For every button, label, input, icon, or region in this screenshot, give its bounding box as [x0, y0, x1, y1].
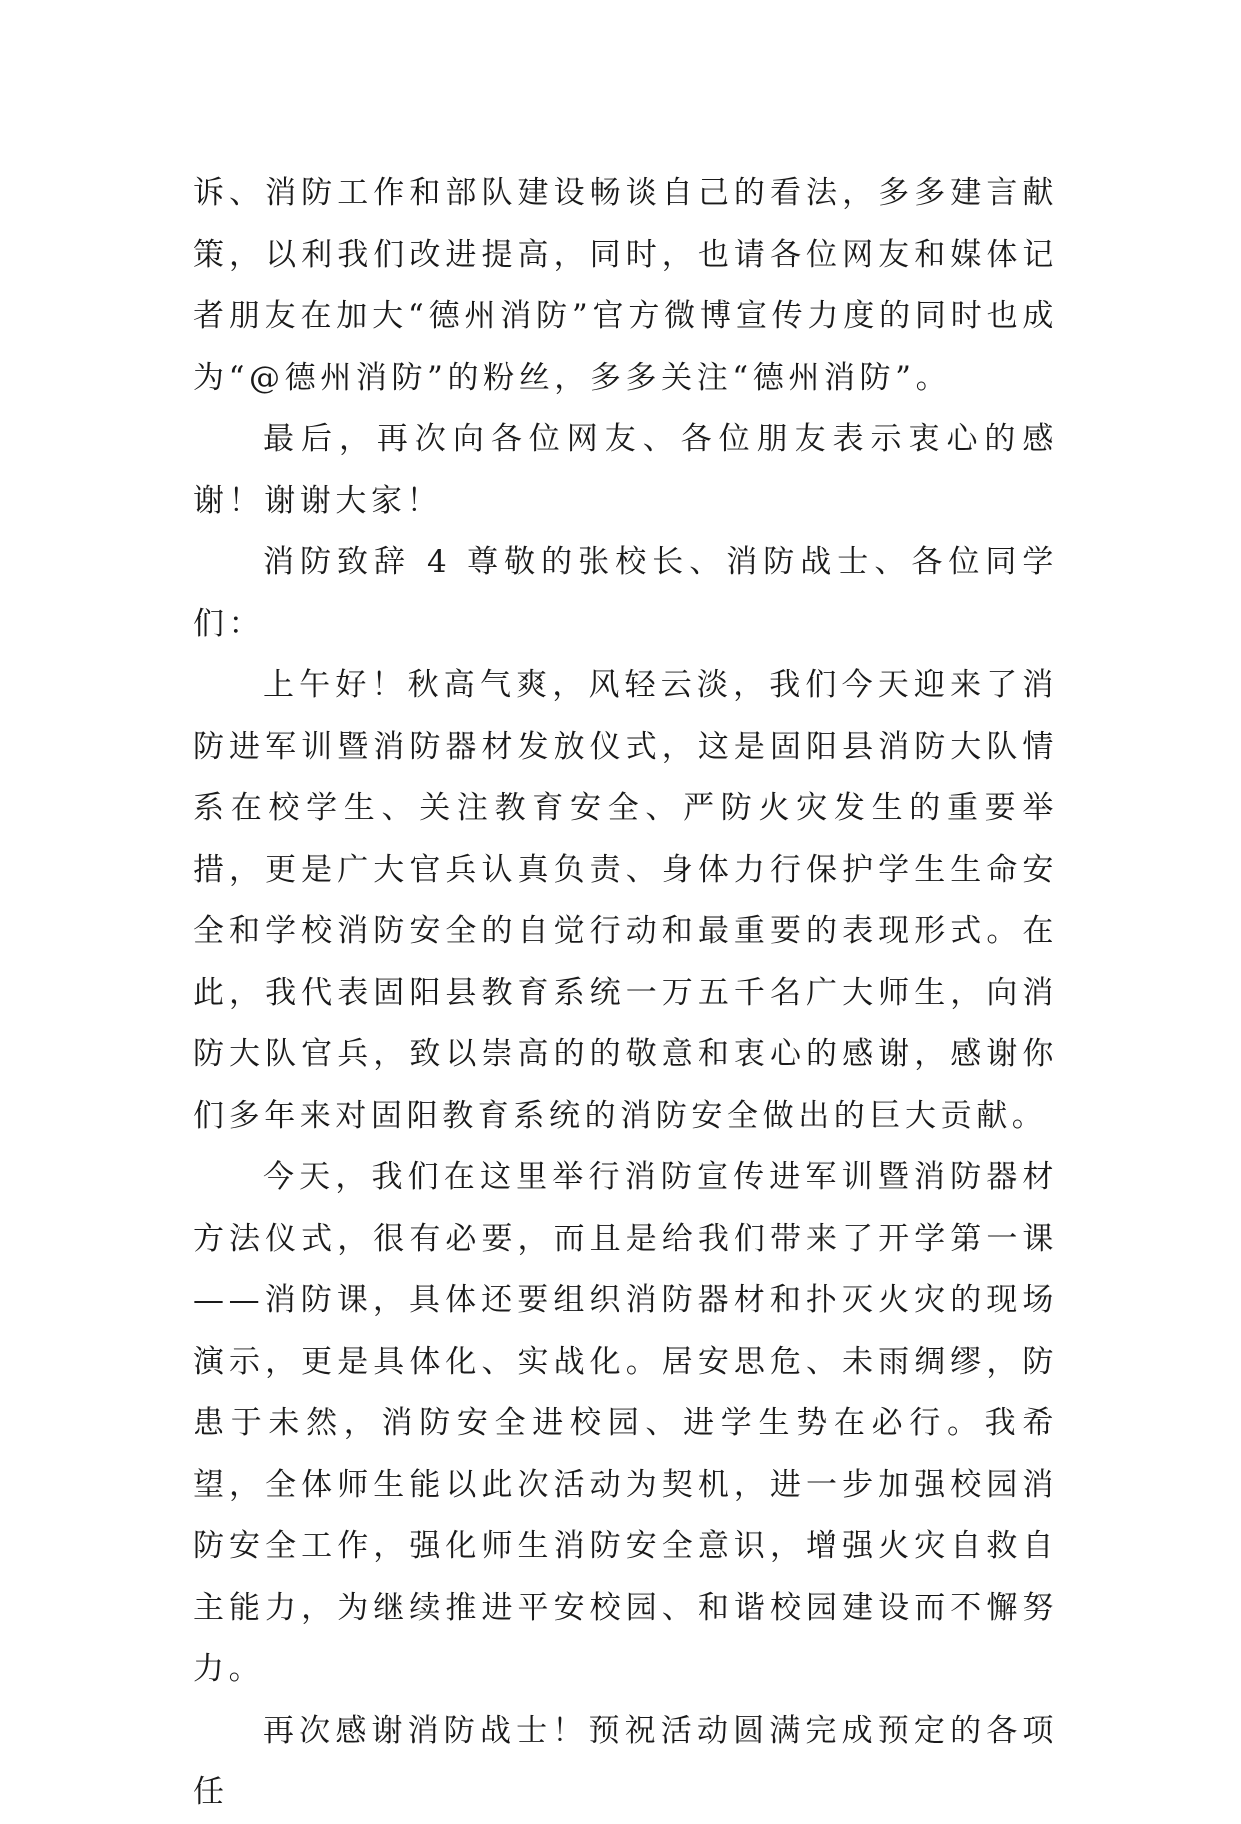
paragraph-speech-heading: 消防致辞 4 尊敬的张校长、消防战士、各位同学们： — [193, 544, 1058, 642]
paragraph-closing-thanks: 最后，再次向各位网友、各位朋友表示衷心的感谢！谢谢大家！ — [193, 421, 1058, 519]
document-body — [193, 163, 1058, 1824]
paragraph-event-purpose: 今天，我们在这里举行消防宣传进军训暨消防器材方法仪式，很有必要，而且是给我们带来了开学第一课——消防课，具体还要组织消防器材和扑灭火灾的现场演示，更是具体化、实战化。居安思危、未雨绸缪，防患于未然，消防安全进校园、进学生势在必行。我希望，全体师生能以此次活动为契机，进一步加强校园消防安全工作，强化师生消防安全意识，增强火灾自救自主能力，为继续推进平安校园、和谐校园建设而不懈努力。 — [193, 1159, 1058, 1687]
paragraph-final-thanks: 再次感谢消防战士！预祝活动圆满完成预定的各项任 — [193, 1712, 1058, 1810]
paragraph-continuation: 诉、消防工作和部队建设畅谈自己的看法，多多建言献策，以利我们改进提高，同时，也请各位网友和媒体记者朋友在加大“德州消防”官方微博宣传力度的同时也成为“@德州消防”的粉丝，多多关注“德州消防”。 — [193, 175, 1058, 396]
paragraph-greeting: 上午好！秋高气爽，风轻云淡，我们今天迎来了消防进军训暨消防器材发放仪式，这是固阳县消防大队情系在校学生、关注教育安全、严防火灾发生的重要举措，更是广大官兵认真负责、身体力行保护学生生命安全和学校消防安全的自觉行动和最重要的表现形式。在此，我代表固阳县教育系统一万五千名广大师生，向消防大队官兵，致以崇高的的敬意和衷心的感谢，感谢你们多年来对固阳教育系统的消防安全做出的巨大贡献。 — [193, 667, 1058, 1134]
